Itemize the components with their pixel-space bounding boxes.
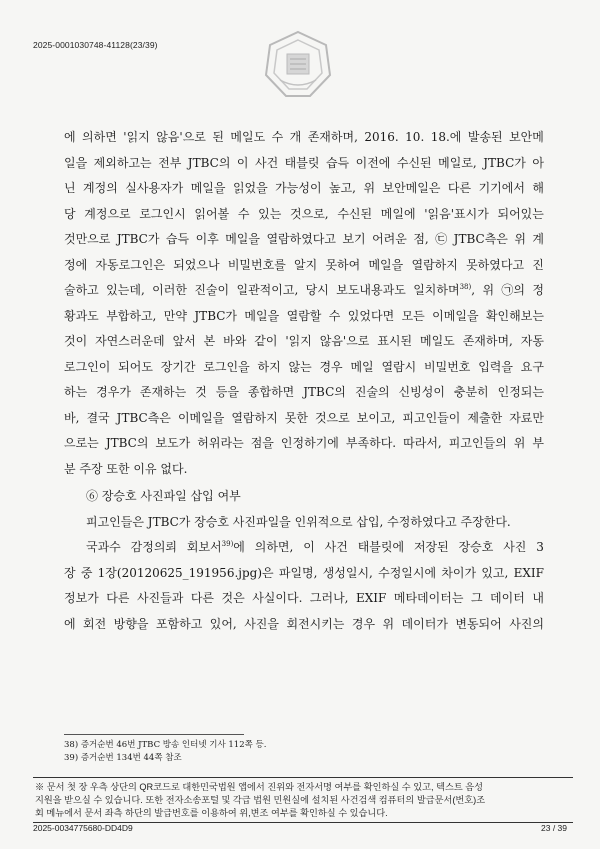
body-line: 황과도 부합하고, 만약 JTBC가 메일을 열람할 수 있었다면 모든 이메일을 확인해보는 xyxy=(64,308,544,323)
body-line: 정보가 다른 사진들과 다른 것은 사실이다. 그러나, EXIF 메타데이터는 그 데이터 내 xyxy=(64,591,544,605)
body-line: 장 중 1장(20120625_191956.jpg)은 파일명, 생성일시, 수정일시에 차이가 있고, EXIF xyxy=(64,565,544,580)
verification-notice xyxy=(33,777,573,823)
notice-line: 지원을 받으실 수 있습니다. 또한 전자소송포털 및 각급 법원 민원실에 설치된 사건검색 컴퓨터의 발급문서(번호)조 xyxy=(35,795,486,805)
footnote: 38) 증거순번 46번 JTBC 방송 인터넷 기사 112쪽 등. xyxy=(64,740,267,750)
body-line: 정에 자동로그인은 되었으나 비밀번호를 알지 못하여 메일을 열람하지 못하였다고 진 xyxy=(64,257,544,272)
section-heading: ⑥ 장승호 사진파일 삽입 여부 xyxy=(86,489,241,503)
body-line: 하는 경우가 존재하는 것 등을 종합하면 JTBC의 진술의 신빙성이 충분히 인정되는 xyxy=(64,385,544,399)
notice-line: 회 메뉴에서 문서 좌측 하단의 발급번호를 이용하여 위,변조 여부를 확인하실 수 있습니다. xyxy=(35,808,388,818)
page-number: 23 / 39 xyxy=(541,823,567,833)
body-line: 닌 계정의 실사용자가 메일을 읽었을 가능성이 높고, 위 보안메일은 다른 기기에서 해 xyxy=(64,181,544,195)
body-line: 로그인이 되어도 장기간 로그인을 하지 않는 경우 메일 열람시 비밀번호 입력을 요구 xyxy=(64,359,544,374)
body-line: 에 의하면 '읽지 않음'으로 된 메일도 수 개 존재하며, 2016. 10. 18.에 발송된 보안메 xyxy=(64,130,544,144)
body-line: 피고인들은 JTBC가 장승호 사진파일을 인위적으로 삽입, 수정하였다고 주장한다. xyxy=(86,514,511,529)
issue-number: 2025-0034775680-DD4D9 xyxy=(33,823,133,833)
footnote: 39) 증거순번 134번 44쪽 참조 xyxy=(64,753,182,763)
body-line: 국과수 감정의뢰 회보서$^{39)}$에 의하면, 이 사건 태블릿에 저장된 장승호 사진 3 xyxy=(86,540,544,554)
footnotes xyxy=(64,739,266,765)
body-line: 일을 제외하고는 전부 JTBC의 이 사건 태블릿 습득 이전에 수신된 메일로, JTBC가 아 xyxy=(64,155,544,170)
body-line: 에 회전 방향을 포함하고 있어, 사진을 회전시키는 경우 위 데이터가 변동되어 사진의 xyxy=(64,616,544,631)
footnote-divider xyxy=(64,734,244,735)
body-line: 술하고 있는데, 이러한 진술이 일관적이고, 당시 보도내용과도 일치하며$^{38)}$, 위 ㉠의 정 xyxy=(64,283,544,297)
body-line: 당 계정으로 로그인시 읽어볼 수 있는 것으로, 수신된 메일에 '읽음'표시가 되어있는 xyxy=(64,206,544,221)
document-body xyxy=(64,125,544,637)
court-seal-icon xyxy=(262,28,334,100)
body-line: 것만으로 JTBC가 습득 이후 메일을 열람하였다고 보기 어려운 점, ㉢ JTBC측은 위 계 xyxy=(64,232,544,246)
body-line: 으로는 JTBC의 보도가 허위라는 점을 인정하기에 부족하다. 따라서, 피고인들의 위 부 xyxy=(64,436,544,450)
body-line: 바, 결국 JTBC측은 이메일을 열람하지 못한 것으로 보이고, 피고인들이 제출한 자료만 xyxy=(64,410,544,425)
document-id-header: 2025-0001030748-41128(23/39) xyxy=(33,40,158,50)
notice-line: ※ 문서 첫 장 우측 상단의 QR코드로 대한민국법원 앱에서 진위와 전자서명 여부를 확인하실 수 있고, 텍스트 음성 xyxy=(35,782,483,792)
body-line: 분 주장 또한 이유 없다. xyxy=(64,461,188,476)
body-line: 것이 자연스러운데 앞서 본 바와 같이 '읽지 않음'으로 표시된 메일도 존재하며, 자동 xyxy=(64,334,544,348)
